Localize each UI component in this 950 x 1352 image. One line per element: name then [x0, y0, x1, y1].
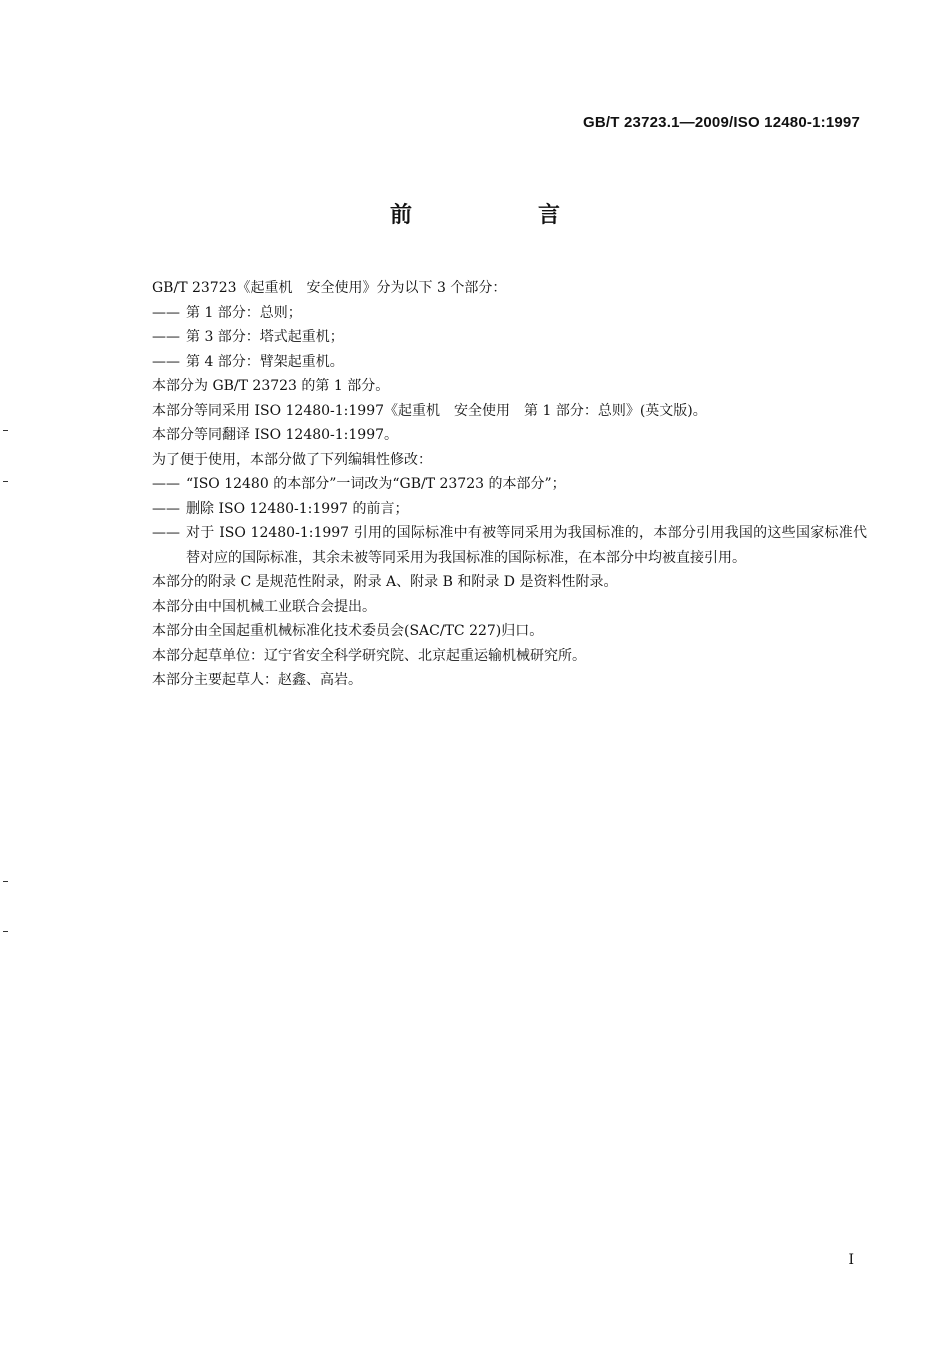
- paragraph-editorial-changes: 为了便于使用，本部分做了下列编辑性修改：: [152, 451, 432, 468]
- list-dash: ——: [152, 329, 180, 345]
- paragraph-parts-intro: GB/T 23723《起重机 安全使用》分为以下 3 个部分：: [152, 280, 507, 296]
- scan-margin-mark: [3, 430, 8, 431]
- list-item-text: 第 4 部分：臂架起重机。: [186, 353, 344, 370]
- paragraph-annexes: 本部分的附录 C 是规范性附录，附录 A、附录 B 和附录 D 是资料性附录。: [152, 574, 618, 590]
- paragraph-adoption: 本部分等同采用 ISO 12480-1:1997《起重机 安全使用 第 1 部分：总则》(英文版)。: [152, 402, 707, 419]
- standard-code: GB/T 23723.1—2009/ISO 12480-1:1997: [583, 114, 860, 131]
- list-item-text: 第 3 部分：塔式起重机；: [186, 329, 344, 345]
- list-item-text: 第 1 部分：总则；: [186, 304, 302, 321]
- scan-margin-mark: [3, 931, 8, 932]
- page-number: I: [848, 1252, 854, 1268]
- list-dash: ——: [152, 500, 180, 517]
- list-item-text: 删除 ISO 12480-1:1997 的前言；: [186, 500, 409, 517]
- foreword-body: [152, 276, 867, 693]
- list-item-text: “ISO 12480 的本部分”一词改为“GB/T 23723 的本部分”；: [186, 476, 566, 492]
- scan-margin-mark: [3, 481, 8, 482]
- list-item-wording-change: [152, 472, 867, 497]
- list-dash: ——: [152, 353, 180, 370]
- list-dash: ——: [152, 525, 180, 541]
- list-dash: ——: [152, 476, 180, 492]
- list-dash: ——: [152, 304, 180, 321]
- paragraph-drafting-units: 本部分起草单位：辽宁省安全科学研究院、北京起重运输机械研究所。: [152, 647, 586, 664]
- paragraph-under-jurisdiction: 本部分由全国起重机械标准化技术委员会(SAC/TC 227)归口。: [152, 623, 544, 639]
- paragraph-proposed-by: 本部分由中国机械工业联合会提出。: [152, 598, 376, 615]
- list-item-part-1: [152, 301, 867, 326]
- list-item-part-4: [152, 350, 867, 375]
- paragraph-translation: 本部分等同翻译 ISO 12480-1:1997。: [152, 427, 399, 443]
- paragraph-drafters: 本部分主要起草人：赵鑫、高岩。: [152, 672, 362, 688]
- list-item-delete-foreword: [152, 497, 867, 522]
- scan-margin-mark: [3, 881, 8, 882]
- list-item-part-3: [152, 325, 867, 350]
- paragraph-part-statement: 本部分为 GB/T 23723 的第 1 部分。: [152, 378, 390, 394]
- list-item-text: 对于 ISO 12480-1:1997 引用的国际标准中有被等同采用为我国标准的，本部分引用我国的这些国家标准代替对应的国际标准，其余未被等同采用为我国标准的国际标准，在本部分中均被直接引用。: [186, 525, 867, 566]
- list-item-referenced-standards: [152, 521, 867, 570]
- page-title: 前 言: [389, 203, 612, 228]
